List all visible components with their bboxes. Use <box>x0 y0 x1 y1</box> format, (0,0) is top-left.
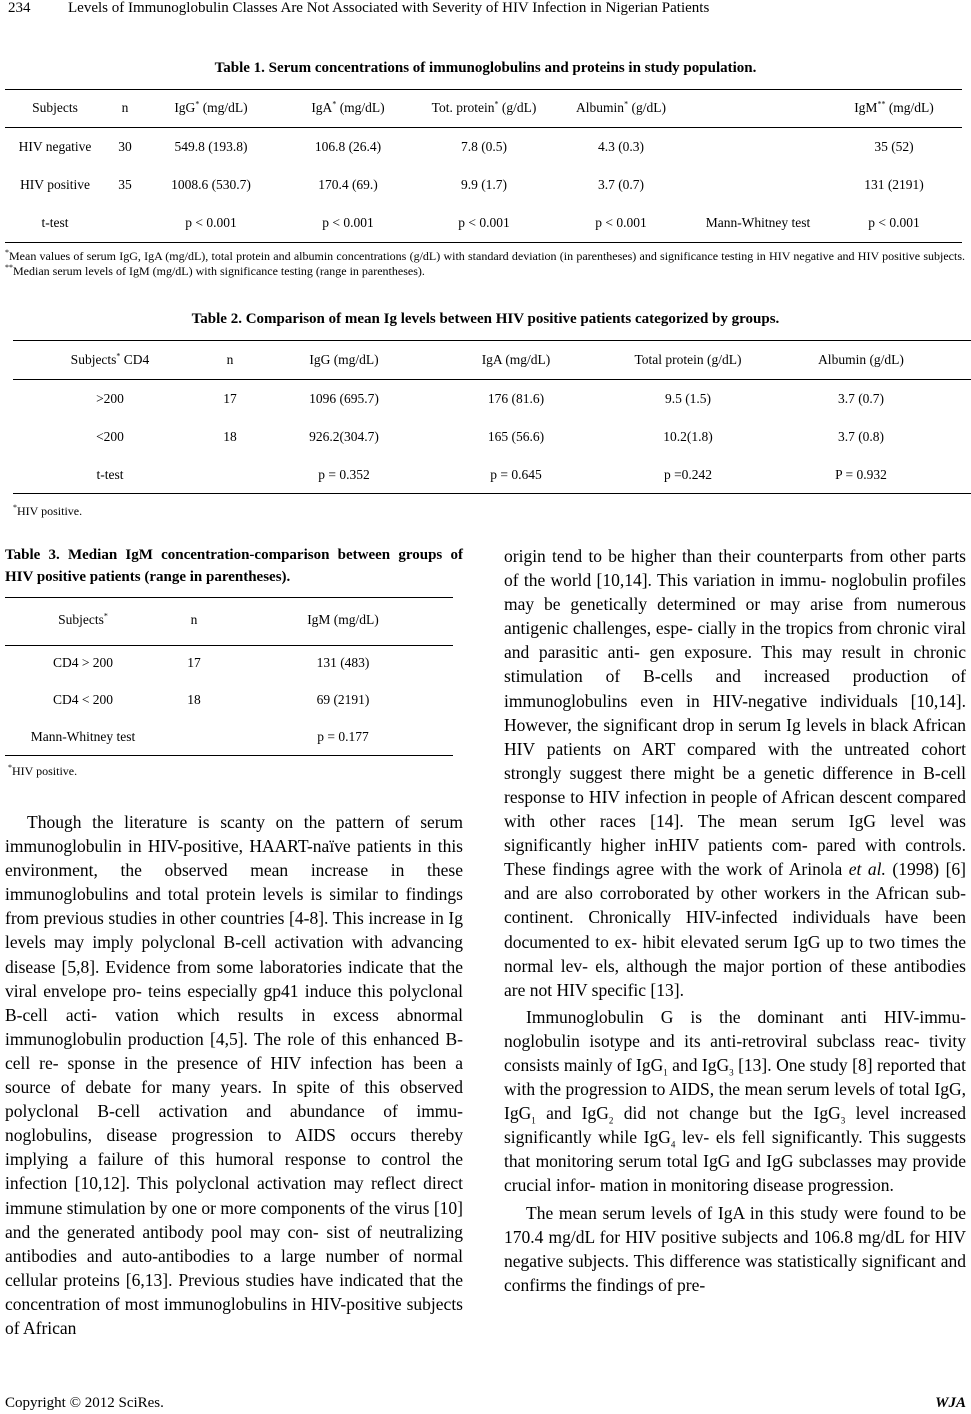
left-text-column <box>5 810 463 1340</box>
table-cell: 165 (56.6) <box>487 429 545 444</box>
table1-bottom-rule <box>5 242 962 243</box>
table-cell: t-test <box>96 467 124 482</box>
table-cell: 3.7 (0.7) <box>837 391 885 406</box>
table3-header-n: n <box>190 612 198 627</box>
page-number: 234 <box>8 0 31 16</box>
table-cell: 549.8 (193.8) <box>174 139 248 154</box>
table2-header-iga: IgA (mg/dL) <box>481 352 551 367</box>
table-cell: 17 <box>223 391 237 406</box>
table-cell: p < 0.001 <box>185 215 237 230</box>
table3-caption: Table 3. Median IgM concentration-comparison between groups of HIV positive patients (range in parentheses). <box>5 547 463 585</box>
table-cell: 9.5 (1.5) <box>664 391 712 406</box>
table1-footnote: *Mean values of serum IgG, IgA (mg/dL), total protein and albumin concentrations (g/dL) with standard deviation (in parentheses) and significance testing in HIV negative and HIV positive subjects. **Median serum levels of IgM (mg/dL) with significance testing (range in parentheses). <box>5 248 965 278</box>
table-cell: 30 <box>118 139 132 154</box>
table-cell: p < 0.001 <box>595 215 647 230</box>
right-text-column <box>504 544 966 1297</box>
table-cell: p = 0.352 <box>318 467 370 482</box>
table-cell: 170.4 (69.) <box>318 177 378 192</box>
table1-header-rule <box>5 127 962 128</box>
table1-top-rule <box>5 89 962 90</box>
table-cell: Mann-Whitney test <box>30 729 136 744</box>
table-cell: 17 <box>187 655 201 670</box>
table-cell: 69 (2191) <box>316 692 370 707</box>
table1-header-total-protein: Tot. protein* (g/dL) <box>431 99 537 115</box>
table1-header-igg: IgG* (mg/dL) <box>174 99 248 115</box>
body-paragraph: Immunoglobulin G is the dominant anti HIV-immu- noglobulin isotype and its anti-retroviral subclass reac- tivity consists mainly of IgG$_1$ and IgG$_3$ [13]. One study [8] reported that with the progression to AIDS, the mean serum levels of total IgG, IgG$_1$ and IgG$_2$ did not change but the IgG$_3$ level increased significantly while IgG$_4$ lev- els fell significantly. This suggests that monitoring serum total IgG and IgG subclasses may provide crucial infor- mation in monitoring disease progression. <box>504 1006 967 1196</box>
table2-header-igg: IgG (mg/dL) <box>309 352 379 367</box>
table-cell: p = 0.177 <box>317 729 369 744</box>
table3-header-subjects: Subjects* <box>58 611 108 627</box>
table1-header-subjects: Subjects <box>32 100 78 115</box>
footer-copyright: Copyright © 2012 SciRes. <box>5 1395 164 1411</box>
table-cell: t-test <box>41 215 69 230</box>
table-cell: >200 <box>96 391 124 406</box>
table-cell: HIV positive <box>20 177 90 192</box>
table-cell: 106.8 (26.4) <box>314 139 382 154</box>
table1-header-albumin: Albumin* (g/dL) <box>576 99 666 115</box>
body-paragraph: origin tend to be higher than their counterparts from other parts of the world [10,14]. This variation in immu- noglobulin profiles may be genetically determined or may arise from numerous antigenic challenges, espe- cially in the tropics from chronic viral and parasitic anti- gen exposure. This may result in chronic stimulation of B-cells and increased production of immunoglobulins even in HIV-negative individuals [10,14]. However, the significant drop in serum Ig levels in black African HIV patients on ART compared with the untreated cohort strongly suggest there might be a genetic difference in B-cell response to HIV infection in people of African descent compared with other races [14]. The mean serum IgG level was significantly higher inHIV patients com- pared with controls. These findings agree with the work of Arinola et al. (1998) [6] and are also corroborated by other workers in the African sub-continent. Chronically HIV-infected individuals have been documented to ex- hibit elevated serum IgG up to two times the normal lev- els, although the major portion of these antibodies are not HIV specific [13]. <box>504 546 966 1000</box>
table-cell: <200 <box>96 429 124 444</box>
table-cell: p =0.242 <box>663 467 713 482</box>
table-cell: 18 <box>187 692 201 707</box>
table1-caption: Table 1. Serum concentrations of immunoglobulins and proteins in study population. <box>214 60 757 76</box>
table2-bottom-rule <box>13 493 971 494</box>
table2-caption: Table 2. Comparison of mean Ig levels between HIV positive patients categorized by groups. <box>191 311 780 327</box>
table1-header-igm: IgM** (mg/dL) <box>854 99 934 115</box>
table3-header-rule <box>5 645 453 646</box>
table-cell: 131 (2191) <box>864 177 924 192</box>
table-cell: CD4 < 200 <box>52 692 114 707</box>
running-header <box>8 0 968 20</box>
table-cell: p < 0.001 <box>322 215 374 230</box>
table-cell: p = 0.645 <box>490 467 542 482</box>
table1-header-iga: IgA* (mg/dL) <box>311 99 385 115</box>
table-cell: 9.9 (1.7) <box>460 177 508 192</box>
table2-header-n: n <box>226 352 234 367</box>
table3-footnote: *HIV positive. <box>8 763 78 778</box>
table3-top-rule <box>5 597 453 598</box>
table1-header-n: n <box>121 100 129 115</box>
table-cell: CD4 > 200 <box>52 655 114 670</box>
table-cell: 926.2(304.7) <box>309 429 379 444</box>
table2-footnote: *HIV positive. <box>13 503 83 518</box>
table-cell: 10.2(1.8) <box>663 429 713 444</box>
running-title: Levels of Immunoglobulin Classes Are Not Associated with Severity of HIV Infection in Nigerian Patients <box>68 0 710 16</box>
body-paragraph: The mean serum levels of IgA in this study were found to be 170.4 mg/dL for HIV positive subjects and 106.8 mg/dL for HIV negative subjects. This difference was statistically significant and confirms the findings of pre- <box>504 1202 966 1295</box>
table-cell: 1008.6 (530.7) <box>171 177 251 192</box>
table-cell: p < 0.001 <box>458 215 510 230</box>
table-cell: 18 <box>223 429 237 444</box>
table-cell: p < 0.001 <box>868 215 920 230</box>
table-cell: 3.7 (0.7) <box>597 177 645 192</box>
table-cell: 7.8 (0.5) <box>460 139 508 154</box>
table3-header-igm: IgM (mg/dL) <box>307 612 379 627</box>
body-paragraph: Though the literature is scanty on the pattern of serum immunoglobulin in HIV-positive, HAART-naïve patients in this environment, the observed mean increase in these immunoglobulins and total protein levels is similar to findings from previous studies in other countries [4-8]. This increase in Ig levels may imply polyclonal B-cell activation with advancing disease [5,8]. Evidence from some laboratories indicate that the viral envelope pro- teins especially gp41 induce this polyclonal B-cell acti- vation which results in excess abnormal immunoglobulin production [4,5]. The role of this enhanced B-cell re- sponse in the presence of HIV infection has been a source of debate for many years. In spite of this observed polyclonal B-cell activation and abundance of immu- noglobulins, disease progression to AIDS occurs thereby implying a failure of this humoral response to control the infection [10,12]. This polyclonal activation may reflect direct immune stimulation by one or more components of the virus [10] and the generated antibody pool may con- sist of neutralizing antibodies and auto-antibodies to a large number of normal cellular proteins [6,13]. Previous studies have indicated that the concentration of most immunoglobulins in HIV-positive subjects of African <box>5 812 463 1338</box>
table2-header-subjects: Subjects* CD4 <box>70 351 150 367</box>
table2-header-albumin: Albumin (g/dL) <box>818 352 904 367</box>
table-cell: 35 (52) <box>874 139 914 154</box>
table-cell: 4.3 (0.3) <box>597 139 645 154</box>
table-cell: 35 <box>118 177 132 192</box>
table-cell: P = 0.932 <box>835 467 887 482</box>
table2-header-total-protein: Total protein (g/dL) <box>634 352 742 367</box>
table-cell: HIV negative <box>18 139 92 154</box>
table2-top-rule <box>13 340 971 341</box>
table-cell: 131 (483) <box>316 655 370 670</box>
table2-header-rule <box>13 379 971 380</box>
table-cell: Mann-Whitney test <box>705 215 811 230</box>
table-cell: 3.7 (0.8) <box>837 429 885 444</box>
table-cell: 1096 (695.7) <box>309 391 379 406</box>
table-cell: 176 (81.6) <box>487 391 545 406</box>
footer-journal: WJA <box>935 1395 966 1411</box>
table3-bottom-rule <box>5 755 453 756</box>
